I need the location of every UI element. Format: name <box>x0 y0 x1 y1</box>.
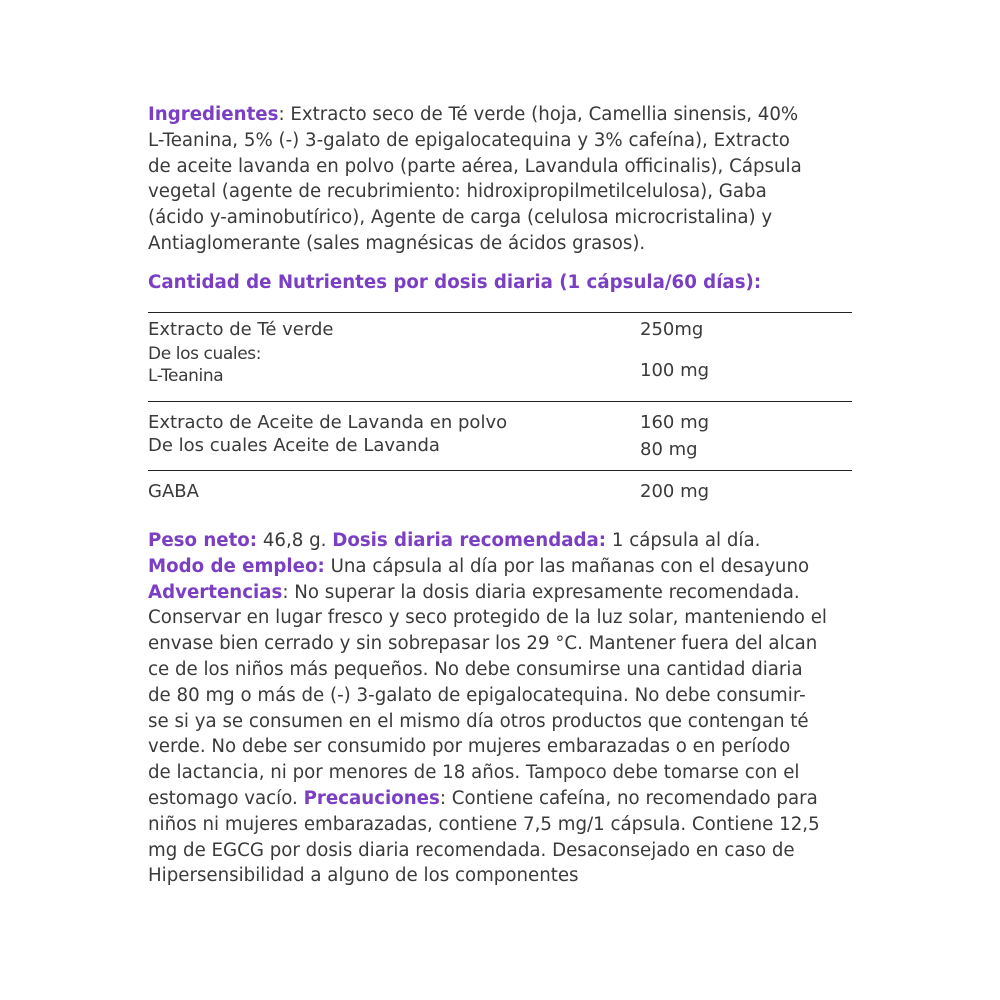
nutrient-sub-value: 80 mg <box>640 439 698 460</box>
ingredients-paragraph <box>148 102 848 257</box>
nutrient-sub-name: De los cuales Aceite de Lavanda <box>148 435 440 456</box>
net-weight-label: Peso neto: <box>148 530 258 551</box>
weight-dose-line <box>148 528 848 554</box>
warnings-line: verde. No debe ser consumido por mujeres embarazadas o en período <box>148 736 791 758</box>
nutrient-value: 200 mg <box>640 481 710 502</box>
warnings-last-text: estomago vacío. <box>148 787 304 809</box>
usage-line <box>148 554 848 580</box>
dose-label: Dosis diaria recomendada: <box>332 530 607 551</box>
nutrient-name: GABA <box>148 481 199 502</box>
table-row-divider <box>148 401 852 402</box>
warnings-line: se si ya se consumen en el mismo día otros productos que contengan té <box>148 710 809 732</box>
net-weight-value: 46,8 g. <box>257 530 333 551</box>
ingredients-line: vegetal (agente de recubrimiento: hidroxipropilmetilcelulosa), Gaba <box>148 181 767 203</box>
warnings-label: Advertencias <box>148 581 283 603</box>
nutrient-sub-value: 100 mg <box>640 360 710 381</box>
precautions-text: : Contiene cafeína, no recomendado para <box>439 787 818 809</box>
precautions-line <box>148 786 848 812</box>
usage-label: Modo de empleo: <box>148 555 325 577</box>
usage-value: Una cápsula al día por las mañanas con el desayuno <box>324 555 810 577</box>
nutrient-name: Extracto de Aceite de Lavanda en polvo <box>148 412 508 433</box>
info-paragraph <box>148 528 848 889</box>
ingredients-line <box>148 102 848 128</box>
precautions-label: Precauciones <box>303 787 440 809</box>
ingredients-line: (ácido y-aminobutírico), Agente de carga (celulosa microcristalina) y <box>148 207 773 229</box>
nutrient-sub-name: L-Teanina <box>148 366 224 386</box>
precautions-line: Hipersensibilidad a alguno de los componentes <box>148 865 579 887</box>
ingredients-line: Antiaglomerante (sales magnésicas de ácidos grasos). <box>148 232 646 254</box>
warnings-line: Conservar en lugar fresco y seco protegido de la luz solar, manteniendo el <box>148 607 827 629</box>
warnings-text: : No superar la dosis diaria expresamente recomendada. <box>282 581 800 603</box>
nutrients-heading: Cantidad de Nutrientes por dosis diaria (1 cápsula/60 días): <box>148 272 762 293</box>
warnings-line: de 80 mg o más de (-) 3-galato de epigalocatequina. No debe consumir- <box>148 684 806 706</box>
warnings-line <box>148 580 848 606</box>
table-top-rule <box>148 312 852 313</box>
precautions-line: niños ni mujeres embarazadas, contiene 7,5 mg/1 cápsula. Contiene 12,5 <box>148 813 820 835</box>
warnings-line: de lactancia, ni por menores de 18 años. Tampoco debe tomarse con el <box>148 762 800 784</box>
nutrient-value: 250mg <box>640 319 704 340</box>
nutrient-value: 160 mg <box>640 412 710 433</box>
nutrient-name: Extracto de Té verde <box>148 319 334 340</box>
table-row-divider <box>148 470 852 471</box>
warnings-line: envase bien cerrado y sin sobrepasar los 29 °C. Mantener fuera del alcan <box>148 633 818 655</box>
warnings-line: ce de los niños más pequeños. No debe consumirse una cantidad diaria <box>148 658 803 680</box>
ingredients-text: : Extracto seco de Té verde (hoja, Camellia sinensis, 40% <box>278 104 799 125</box>
dose-value: 1 cápsula al día. <box>606 530 761 551</box>
precautions-line: mg de EGCG por dosis diaria recomendada. Desaconsejado en caso de <box>148 839 795 861</box>
ingredients-line: de aceite lavanda en polvo (parte aérea, Lavandula officinalis), Cápsula <box>148 155 802 177</box>
ingredients-label: Ingredientes <box>148 104 279 125</box>
ingredients-line: L-Teanina, 5% (-) 3-galato de epigalocatequina y 3% cafeína), Extracto <box>148 129 790 151</box>
nutrient-sub-label: De los cuales: <box>148 344 262 364</box>
